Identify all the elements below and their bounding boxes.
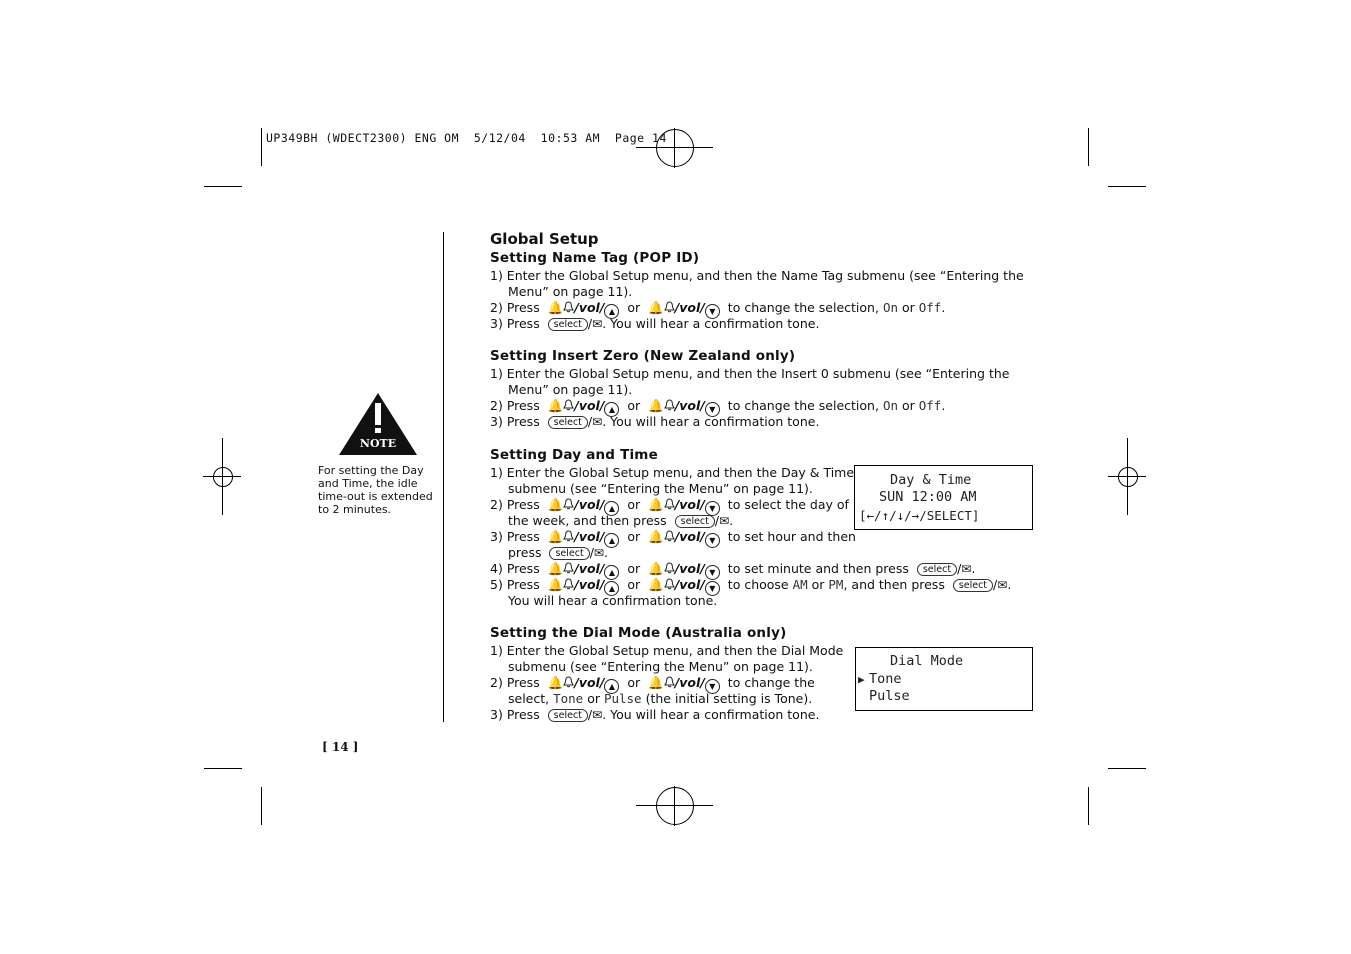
- registration-line: [674, 786, 675, 826]
- registration-mark: [656, 787, 694, 825]
- bell-icon: [648, 675, 675, 690]
- step-2: 2) Press 🔔 /vol/ ▲ or 🔔 /vol/ ▼ to change the selection, On or Off.: [490, 398, 945, 417]
- note-icon-label: NOTE: [359, 437, 397, 450]
- lcd-line: [←/↑/↓/→/SELECT]: [859, 508, 980, 523]
- bell-icon: [548, 300, 575, 315]
- bell-icon: [548, 561, 575, 576]
- envelope-icon: ✉: [593, 546, 604, 560]
- crop-mark: [261, 128, 262, 166]
- crop-mark: [261, 787, 262, 825]
- step-5: 5) Press 🔔 /vol/ ▲ or 🔔 /vol/ ▼ to choose AM or PM, and then press select /✉.: [490, 577, 1011, 596]
- step-3: 3) Press select /✉. You will hear a confirmation tone.: [490, 414, 820, 429]
- step-2-cont: select, Tone or Pulse (the initial setting is Tone).: [508, 691, 813, 706]
- warning-note-icon: [337, 391, 419, 457]
- step-1: 1) Enter the Global Setup menu, and then the Insert 0 submenu (see “Entering the: [490, 366, 1010, 381]
- lcd-line: Dial Mode: [890, 653, 964, 669]
- select-key-icon: select: [675, 515, 715, 528]
- select-key-icon: select: [549, 547, 589, 560]
- step-3: 3) Press select /✉. You will hear a confirmation tone.: [490, 316, 820, 331]
- registration-mark: [656, 129, 694, 167]
- down-icon: ▼: [705, 533, 720, 548]
- lcd-display-dial-mode: [855, 647, 1033, 711]
- down-icon: ▼: [705, 501, 720, 516]
- select-key-icon: select: [917, 563, 957, 576]
- lcd-line: SUN 12:00 AM: [879, 489, 977, 505]
- envelope-icon: ✉: [997, 578, 1008, 592]
- page-number: [ 14 ]: [322, 740, 359, 754]
- crop-mark: [204, 186, 242, 187]
- registration-line: [1127, 438, 1128, 515]
- step-1: 1) Enter the Global Setup menu, and then the Day & Time: [490, 465, 855, 480]
- step-1-cont: submenu (see “Entering the Menu” on page 11).: [508, 659, 813, 674]
- down-icon: ▼: [705, 565, 720, 580]
- crop-mark: [1088, 787, 1089, 825]
- select-key-icon: select: [548, 416, 588, 429]
- step-1-cont: Menu” on page 11).: [508, 382, 633, 397]
- print-slug: UP349BH (WDECT2300) ENG OM 5/12/04 10:53 AM Page 14: [266, 131, 667, 145]
- bell-icon: [648, 300, 675, 315]
- note-text: For setting the Day and Time, the idle time-out is extended to 2 minutes.: [318, 464, 433, 516]
- select-key-icon: select: [548, 709, 588, 722]
- bell-icon: [648, 497, 675, 512]
- lcd-display-day-time: [854, 465, 1033, 530]
- bell-icon: [548, 398, 575, 413]
- registration-mark: [1118, 467, 1138, 487]
- lcd-line: Day & Time: [890, 472, 972, 488]
- crop-mark: [1108, 186, 1146, 187]
- step-3-cont: press select /✉.: [508, 545, 608, 560]
- step-2: 2) Press 🔔 /vol/ ▲ or 🔔 /vol/ ▼ to change the selection, On or Off.: [490, 300, 945, 319]
- envelope-icon: ✉: [961, 562, 972, 576]
- registration-mark: [213, 467, 233, 487]
- section-heading-day-time: Setting Day and Time: [490, 447, 658, 463]
- column-divider: [443, 232, 444, 722]
- lcd-line: Tone: [869, 671, 902, 687]
- bell-icon: [548, 529, 575, 544]
- up-icon: ▲: [604, 501, 619, 516]
- up-icon: ▲: [604, 565, 619, 580]
- up-icon: ▲: [604, 402, 619, 417]
- step-1-cont: submenu (see “Entering the Menu” on page 11).: [508, 481, 813, 496]
- select-key-icon: select: [548, 318, 588, 331]
- step-3: 3) Press 🔔 /vol/ ▲ or 🔔 /vol/ ▼ to set hour and then: [490, 529, 856, 548]
- step-1: 1) Enter the Global Setup menu, and then the Name Tag submenu (see “Entering the: [490, 268, 1024, 283]
- bell-icon: [648, 577, 675, 592]
- section-heading-name-tag: Setting Name Tag (POP ID): [490, 250, 700, 266]
- crop-mark: [1088, 128, 1089, 166]
- step-4: 4) Press 🔔 /vol/ ▲ or 🔔 /vol/ ▼ to set minute and then press select /✉.: [490, 561, 975, 580]
- bell-icon: [648, 398, 675, 413]
- up-icon: ▲: [604, 533, 619, 548]
- step-1: 1) Enter the Global Setup menu, and then the Dial Mode: [490, 643, 844, 658]
- down-icon: ▼: [705, 679, 720, 694]
- step-2-cont: the week, and then press select /✉.: [508, 513, 734, 528]
- page-title: Global Setup: [490, 230, 599, 248]
- up-icon: ▲: [604, 581, 619, 596]
- lcd-line: Pulse: [869, 688, 910, 704]
- up-icon: ▲: [604, 304, 619, 319]
- crop-mark: [204, 768, 242, 769]
- registration-line: [674, 128, 675, 168]
- step-1-cont: Menu” on page 11).: [508, 284, 633, 299]
- up-icon: ▲: [604, 679, 619, 694]
- registration-line: [222, 438, 223, 515]
- step-5-cont: You will hear a confirmation tone.: [508, 593, 718, 608]
- bell-icon: [648, 529, 675, 544]
- envelope-icon: ✉: [592, 415, 603, 429]
- bell-icon: [548, 577, 575, 592]
- down-icon: ▼: [705, 402, 720, 417]
- step-2: 2) Press 🔔 /vol/ ▲ or 🔔 /vol/ ▼ to select the day of: [490, 497, 849, 516]
- section-heading-insert-zero: Setting Insert Zero (New Zealand only): [490, 348, 796, 364]
- envelope-icon: ✉: [592, 317, 603, 331]
- crop-mark: [1108, 768, 1146, 769]
- bell-icon: [648, 561, 675, 576]
- bell-icon: [548, 675, 575, 690]
- down-icon: ▼: [705, 304, 720, 319]
- cursor-arrow-icon: ▶: [858, 673, 865, 686]
- step-2: 2) Press 🔔 /vol/ ▲ or 🔔 /vol/ ▼ to change the: [490, 675, 815, 694]
- bell-icon: [548, 497, 575, 512]
- envelope-icon: ✉: [719, 514, 730, 528]
- step-3: 3) Press select /✉. You will hear a confirmation tone.: [490, 707, 820, 722]
- section-heading-dial-mode: Setting the Dial Mode (Australia only): [490, 625, 787, 641]
- envelope-icon: ✉: [592, 708, 603, 722]
- down-icon: ▼: [705, 581, 720, 596]
- select-key-icon: select: [953, 579, 993, 592]
